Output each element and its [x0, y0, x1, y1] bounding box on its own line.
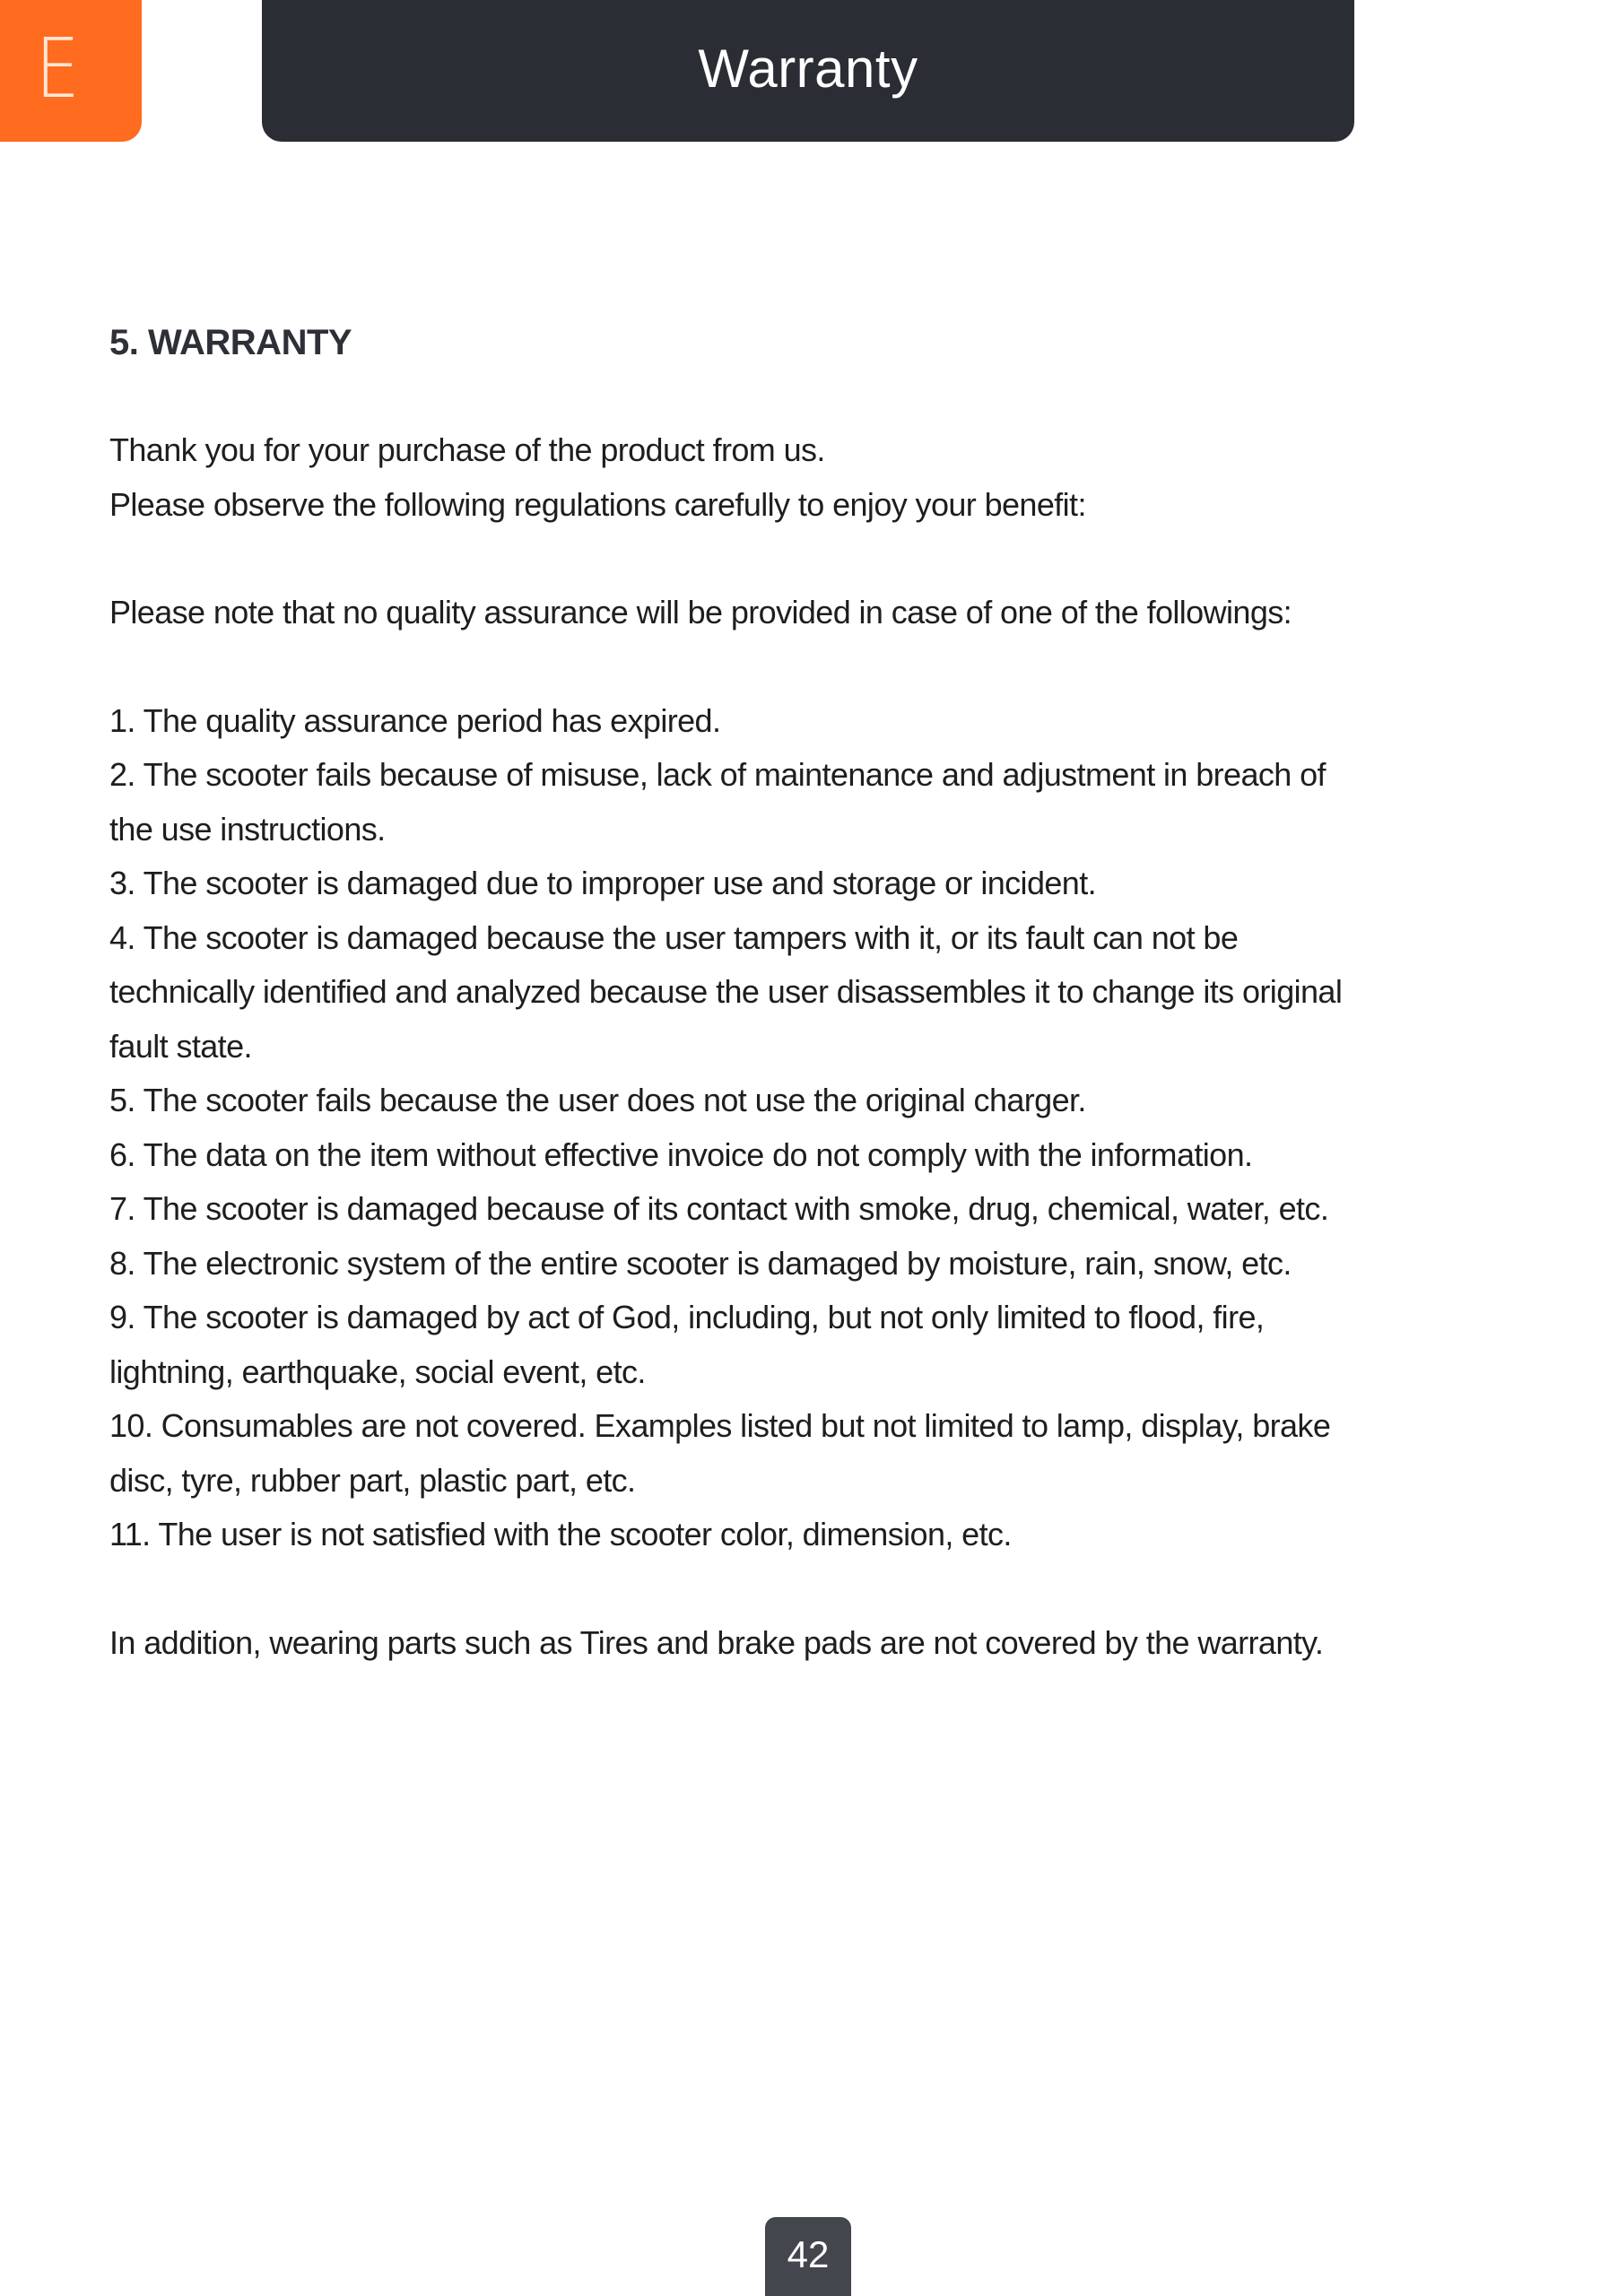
list-item: 4. The scooter is damaged because the user tampers with it, or its fault can not be technically identified and analyzed because the user disassembles it to change its original fault state.	[109, 918, 1343, 1065]
list-item: 8. The electronic system of the entire scooter is damaged by moisture, rain, snow, etc.	[109, 1244, 1292, 1282]
page-number-badge	[765, 2217, 851, 2296]
exclusion-list	[109, 694, 1509, 1562]
page-title: Warranty	[698, 38, 918, 99]
list-item: 2. The scooter fails because of misuse, lack of maintenance and adjustment in breach of the use instructions.	[109, 756, 1326, 848]
page-header	[262, 0, 1354, 142]
intro-line: Please observe the following regulations carefully to enjoy your benefit:	[109, 485, 1086, 523]
list-item: 11. The user is not satisfied with the scooter color, dimension, etc.	[109, 1516, 1012, 1552]
page-number: 42	[787, 2233, 830, 2275]
list-item: 3. The scooter is damaged due to improper use and storage or incident.	[109, 865, 1097, 901]
list-item: 1. The quality assurance period has expired.	[109, 701, 721, 739]
list-item: 10. Consumables are not covered. Examples listed but not limited to lamp, display, brake disc, tyre, rubber part, plastic part, etc.	[109, 1407, 1331, 1499]
list-item: 9. The scooter is damaged by act of God, including, but not only limited to flood, fire, lightning, earthquake, social event, etc.	[109, 1299, 1265, 1390]
chapter-letter: E	[35, 21, 80, 117]
section-title: 5. WARRANTY	[109, 323, 352, 362]
list-item: 5. The scooter fails because the user does not use the original charger.	[109, 1082, 1086, 1118]
list-item: 7. The scooter is damaged because of its contact with smoke, drug, chemical, water, etc.	[109, 1190, 1329, 1227]
intro-line: Thank you for your purchase of the product from us.	[109, 431, 825, 468]
chapter-tab	[0, 0, 142, 142]
exclusion-note: Please note that no quality assurance will be provided in case of one of the followings:	[109, 594, 1292, 631]
warranty-content	[109, 316, 1509, 1670]
closing-note: In addition, wearing parts such as Tires and brake pads are not covered by the warranty.	[109, 1623, 1324, 1661]
list-item: 6. The data on the item without effective invoice do not comply with the information.	[109, 1135, 1253, 1173]
